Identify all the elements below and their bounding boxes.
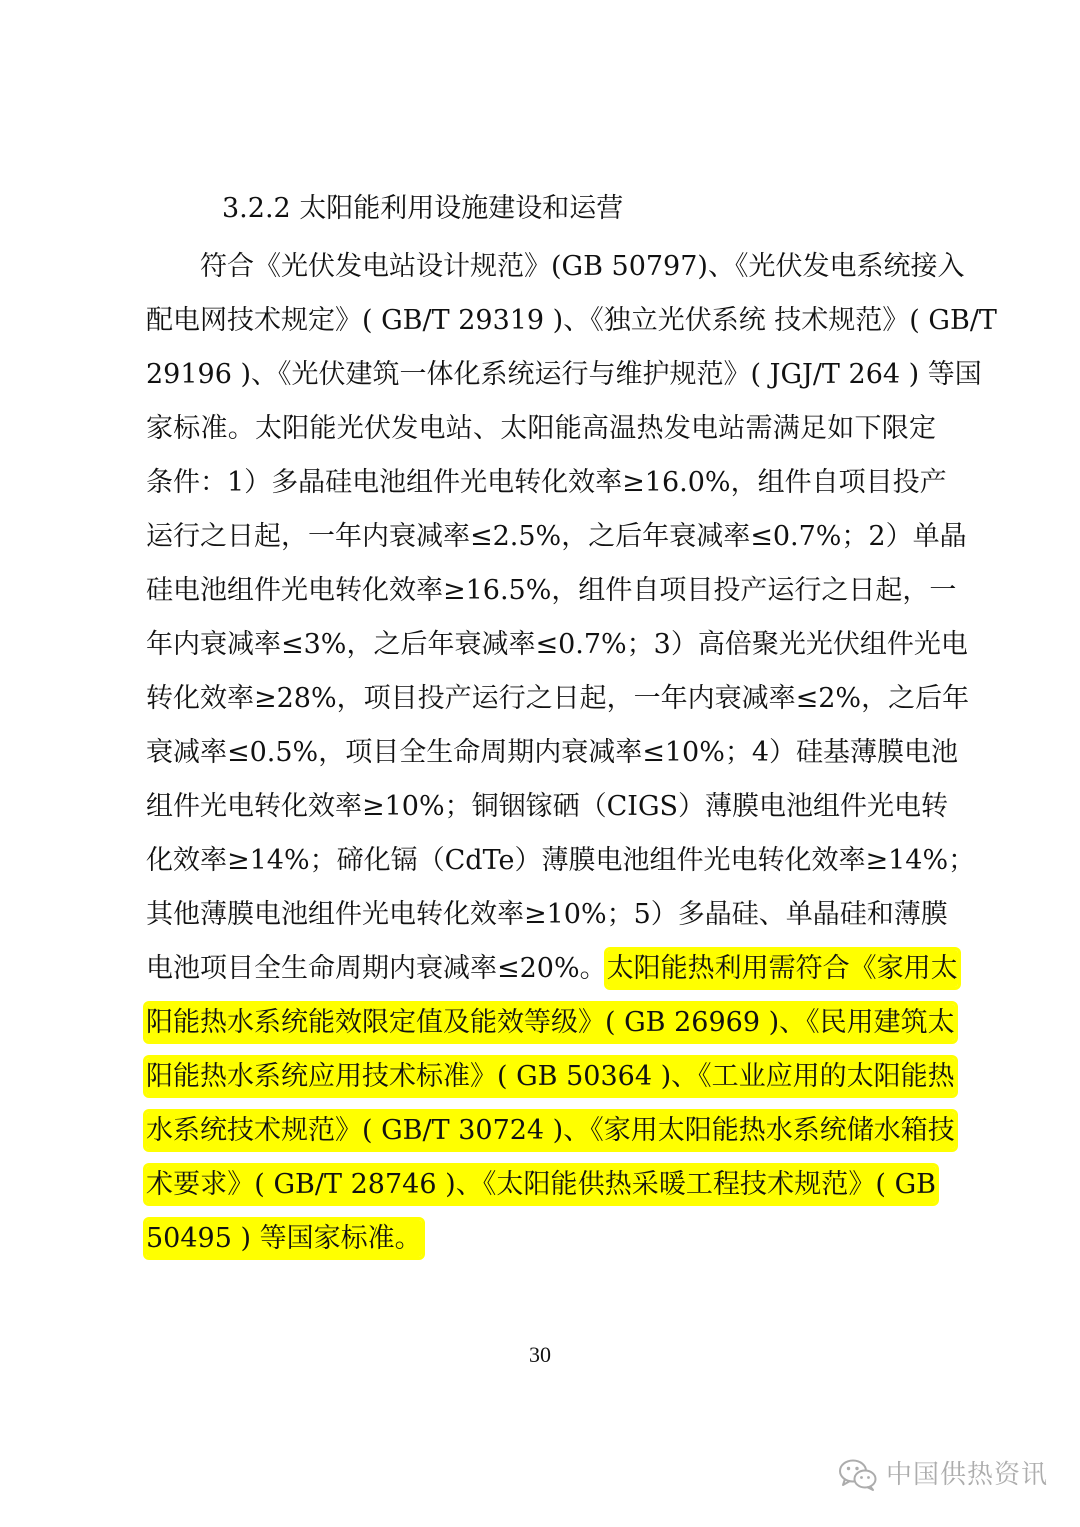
paragraph-line: 年内衰减率≤3%，之后年衰减率≤0.7%；3）高倍聚光光伏组件光电 bbox=[146, 629, 968, 660]
watermark bbox=[838, 1455, 1048, 1495]
highlighted-text: 术要求》( GB/T 28746 )、《太阳能供热采暖工程技术规范》( GB bbox=[146, 1166, 936, 1203]
highlighted-text: 水系统技术规范》( GB/T 30724 )、《家用太阳能热水系统储水箱技 bbox=[146, 1112, 955, 1149]
paragraph-line bbox=[146, 1050, 955, 1104]
paragraph-line bbox=[146, 996, 955, 1050]
paragraph-line: 化效率≥14%；碲化镉（CdTe）薄膜电池组件光电转化效率≥14%； bbox=[146, 845, 976, 876]
paragraph-text: 电池项目全生命周期内衰减率≤20%。 bbox=[146, 953, 607, 984]
paragraph-line: 运行之日起，一年内衰减率≤2.5%，之后年衰减率≤0.7%；2）单晶 bbox=[146, 521, 967, 552]
paragraph-line: 组件光电转化效率≥10%；铜铟镓硒（CIGS）薄膜电池组件光电转 bbox=[146, 791, 949, 822]
paragraph-line: 家标准。太阳能光伏发电站、太阳能高温热发电站需满足如下限定 bbox=[146, 413, 936, 444]
paragraph-line bbox=[146, 1104, 955, 1158]
section-heading: 3.2.2 太阳能利用设施建设和运营 bbox=[222, 193, 624, 224]
highlighted-text: 50495 ) 等国家标准。 bbox=[146, 1220, 422, 1257]
paragraph-line: 符合《光伏发电站设计规范》(GB 50797)、《光伏发电系统接入 bbox=[200, 251, 965, 282]
highlighted-text: 阳能热水系统能效限定值及能效等级》( GB 26969 )、《民用建筑太 bbox=[146, 1004, 955, 1041]
paragraph-line bbox=[146, 1212, 936, 1266]
paragraph-line: 配电网技术规定》( GB/T 29319 )、《独立光伏系统 技术规范》( GB/T bbox=[146, 305, 997, 336]
paragraph-line bbox=[146, 1158, 936, 1212]
paragraph-line: 转化效率≥28%，项目投产运行之日起，一年内衰减率≤2%，之后年 bbox=[146, 683, 970, 714]
highlighted-text: 太阳能热利用需符合《家用太 bbox=[607, 950, 958, 987]
paragraph-line: 条件：1）多晶硅电池组件光电转化效率≥16.0%，组件自项目投产 bbox=[146, 467, 947, 498]
paragraph-line: 其他薄膜电池组件光电转化效率≥10%；5）多晶硅、单晶硅和薄膜 bbox=[146, 899, 948, 930]
highlighted-text: 阳能热水系统应用技术标准》( GB 50364 )、《工业应用的太阳能热 bbox=[146, 1058, 955, 1095]
watermark-text: 中国供热资讯 bbox=[886, 1460, 1049, 1490]
paragraph-line bbox=[146, 942, 958, 996]
paragraph-line: 29196 )、《光伏建筑一体化系统运行与维护规范》( JGJ/T 264 ) 等国 bbox=[146, 359, 982, 390]
paragraph-line: 衰减率≤0.5%，项目全生命周期内衰减率≤10%；4）硅基薄膜电池 bbox=[146, 737, 959, 768]
page-number: 30 bbox=[529, 1342, 551, 1367]
paragraph-line: 硅电池组件光电转化效率≥16.5%，组件自项目投产运行之日起，一 bbox=[146, 575, 957, 606]
wechat-logo-icon bbox=[838, 1458, 878, 1492]
